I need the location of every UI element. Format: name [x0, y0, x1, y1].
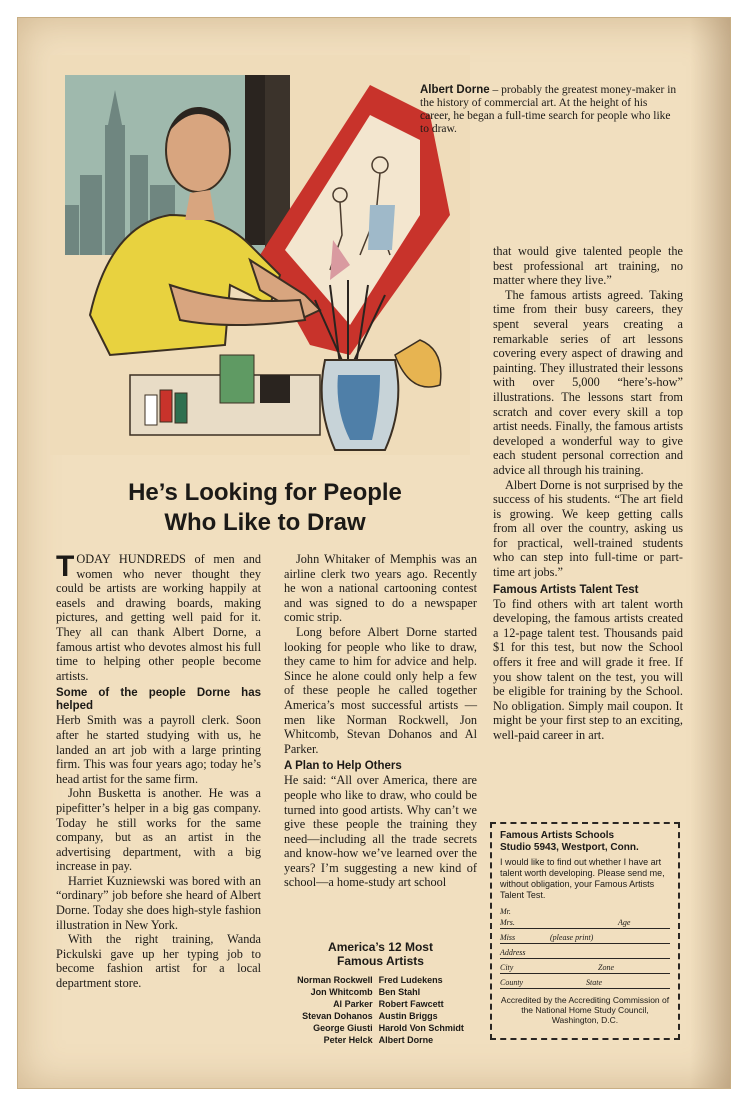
coupon-label-print: (please print) — [550, 933, 594, 942]
page-spine-shadow — [690, 18, 730, 1088]
article-column-1 — [56, 552, 261, 991]
paragraph: The famous artists agreed. Taking time from their busy careers, they spent several years creating a remarkable series of art lessons covering every aspect of drawing and painting. They illustrated their lessons with over 5,000 “here’s-how” illustrations. The lessons start from scratch and cover every skill a top artist needs. Finally, the famous artists developed a wonderful way to give each student personal correction and advice all through his training. — [493, 287, 683, 477]
caption-name: Albert Dorne — [420, 84, 490, 96]
artist-name: Peter Helck — [323, 1035, 373, 1045]
artists-row — [294, 998, 467, 1010]
coupon-label-county: County — [500, 978, 524, 987]
artist-illustration — [50, 55, 470, 455]
paragraph-text: ODAY HUNDREDS of men and women who never thought they could be artists are working happily at easels and drawing boards, making pictures, and getting well paid for it. They all can thank Albert Dorne, a famous artist who devotes almost his full time to helping other people become artists. — [56, 552, 261, 683]
coupon-label-mrs: Mrs. — [500, 918, 515, 927]
coupon-label-mr: Mr. — [500, 907, 511, 916]
coupon-label-miss: Miss — [500, 933, 516, 942]
address-field[interactable] — [500, 947, 670, 959]
paragraph: Long before Albert Dorne started looking for people who like to draw, they came to him for advice and help. Since he alone could only help a few of these people he called together America’s most successful artists —men like Norman Rockwell, Jon Whitcomb, Stevan Dohanos and Al Parker. — [284, 624, 477, 756]
coupon-form — [500, 907, 670, 989]
page-headline — [50, 478, 480, 538]
coupon-label-zone: Zone — [598, 963, 614, 972]
artists-title-1: America’s 12 Most — [328, 940, 433, 954]
artists-row — [294, 1034, 467, 1046]
paragraph: To find others with art talent worth developing, the famous artists created a 12-page talent test. Thousands paid $1 for this test, but now the School offers it free and will grade it free. If you show talent on the test, you will be eligible for training by the School. No obligation. Simply mail coupon. It might be your first step to an exciting, well-paid career in art. — [493, 596, 683, 742]
paragraph: He said: “All over America, there are people who like to draw, who could be turned into good artists. Why can’t we give these people the training they need—including all the trade secrets and know-how we’ve learned over the years? I’m suggesting a new kind of school—a home-study art school — [284, 773, 477, 890]
artist-name: Austin Briggs — [378, 1011, 438, 1021]
artists-table — [294, 974, 467, 1046]
subhead: Famous Artists Talent Test — [493, 583, 639, 596]
artists-title-2: Famous Artists — [337, 954, 424, 968]
coupon-label-city: City — [500, 963, 514, 972]
article-column-2 — [284, 552, 477, 890]
illustration-caption — [420, 84, 680, 136]
artists-row — [294, 974, 467, 986]
coupon-studio: Studio 5943, Westport, Conn. — [500, 842, 639, 853]
coupon-accreditation: Accredited by the Accrediting Commission of the National Home Study Council, Washington, D.C. — [500, 995, 670, 1025]
coupon-label-state: State — [586, 978, 602, 987]
artist-name: George Giusti — [313, 1023, 373, 1033]
name-field-2[interactable] — [500, 932, 670, 944]
subhead: Some of the people Dorne has helped — [56, 687, 261, 713]
article-column-3 — [493, 244, 683, 743]
name-field[interactable] — [500, 917, 670, 929]
artist-name: Fred Ludekens — [378, 975, 443, 985]
coupon-label-age: Age — [618, 918, 631, 927]
headline-line-2: Who Like to Draw — [164, 509, 366, 536]
artist-name: Al Parker — [333, 999, 373, 1009]
headline-line-1: He’s Looking for People — [128, 479, 402, 506]
coupon-school: Famous Artists Schools — [500, 830, 615, 841]
subhead: A Plan to Help Others — [284, 760, 402, 773]
artist-name: Stevan Dohanos — [302, 1011, 373, 1021]
paragraph: that would give talented people the best professional art training, no matter where they live.” — [493, 244, 683, 288]
artist-name: Norman Rockwell — [297, 975, 373, 985]
artist-name: Jon Whitcomb — [310, 987, 373, 997]
mail-coupon[interactable] — [490, 822, 680, 1040]
paragraph — [56, 552, 261, 683]
city-zone-field[interactable] — [500, 962, 670, 974]
drop-cap: T — [56, 550, 75, 583]
paragraph: With the right training, Wanda Pickulski gave up her typing job to become fashion artist for a local department store. — [56, 932, 261, 991]
artists-row — [294, 986, 467, 998]
paragraph: John Whitaker of Memphis was an airline clerk two years ago. Recently he won a national cartooning contest and was signed to do a newspaper comic strip. — [284, 552, 477, 625]
paragraph: John Busketta is another. He was a pipefitter’s helper in a big gas company. Today he still works for the same company, but as an artist in the advertising department, with a big increase in pay. — [56, 786, 261, 874]
coupon-label-address: Address — [500, 948, 526, 957]
artist-name: Robert Fawcett — [378, 999, 444, 1009]
artist-name: Harold Von Schmidt — [378, 1023, 464, 1033]
county-state-field[interactable] — [500, 977, 670, 989]
famous-artists-box — [283, 940, 478, 1046]
artist-name: Albert Dorne — [378, 1035, 434, 1045]
artists-row — [294, 1010, 467, 1022]
coupon-body: I would like to find out whether I have art talent worth developing. Please send me, without obligation, your Famous Artists Talent Test. — [500, 857, 665, 900]
artists-row — [294, 1022, 467, 1034]
paragraph: Albert Dorne is not surprised by the success of his students. “The art field is growing. We keep getting calls from all over the country, asking us for practical, well-trained students who can step into full-time or part-time art jobs.” — [493, 477, 683, 580]
artist-name: Ben Stahl — [378, 987, 421, 997]
paragraph: Harriet Kuzniewski was bored with an “ordinary” job before she heard of Albert Dorne. Today she does high-style fashion illustration in New York. — [56, 873, 261, 932]
caption-text: – probably the greatest money-maker in the history of commercial art. At the height of his career, he began a full-time search for people who like to draw. — [420, 84, 677, 135]
paragraph: Herb Smith was a payroll clerk. Soon after he started studying with us, he landed an art job with a large printing firm. This was four years ago; today he’s head artist for the same firm. — [56, 713, 261, 786]
